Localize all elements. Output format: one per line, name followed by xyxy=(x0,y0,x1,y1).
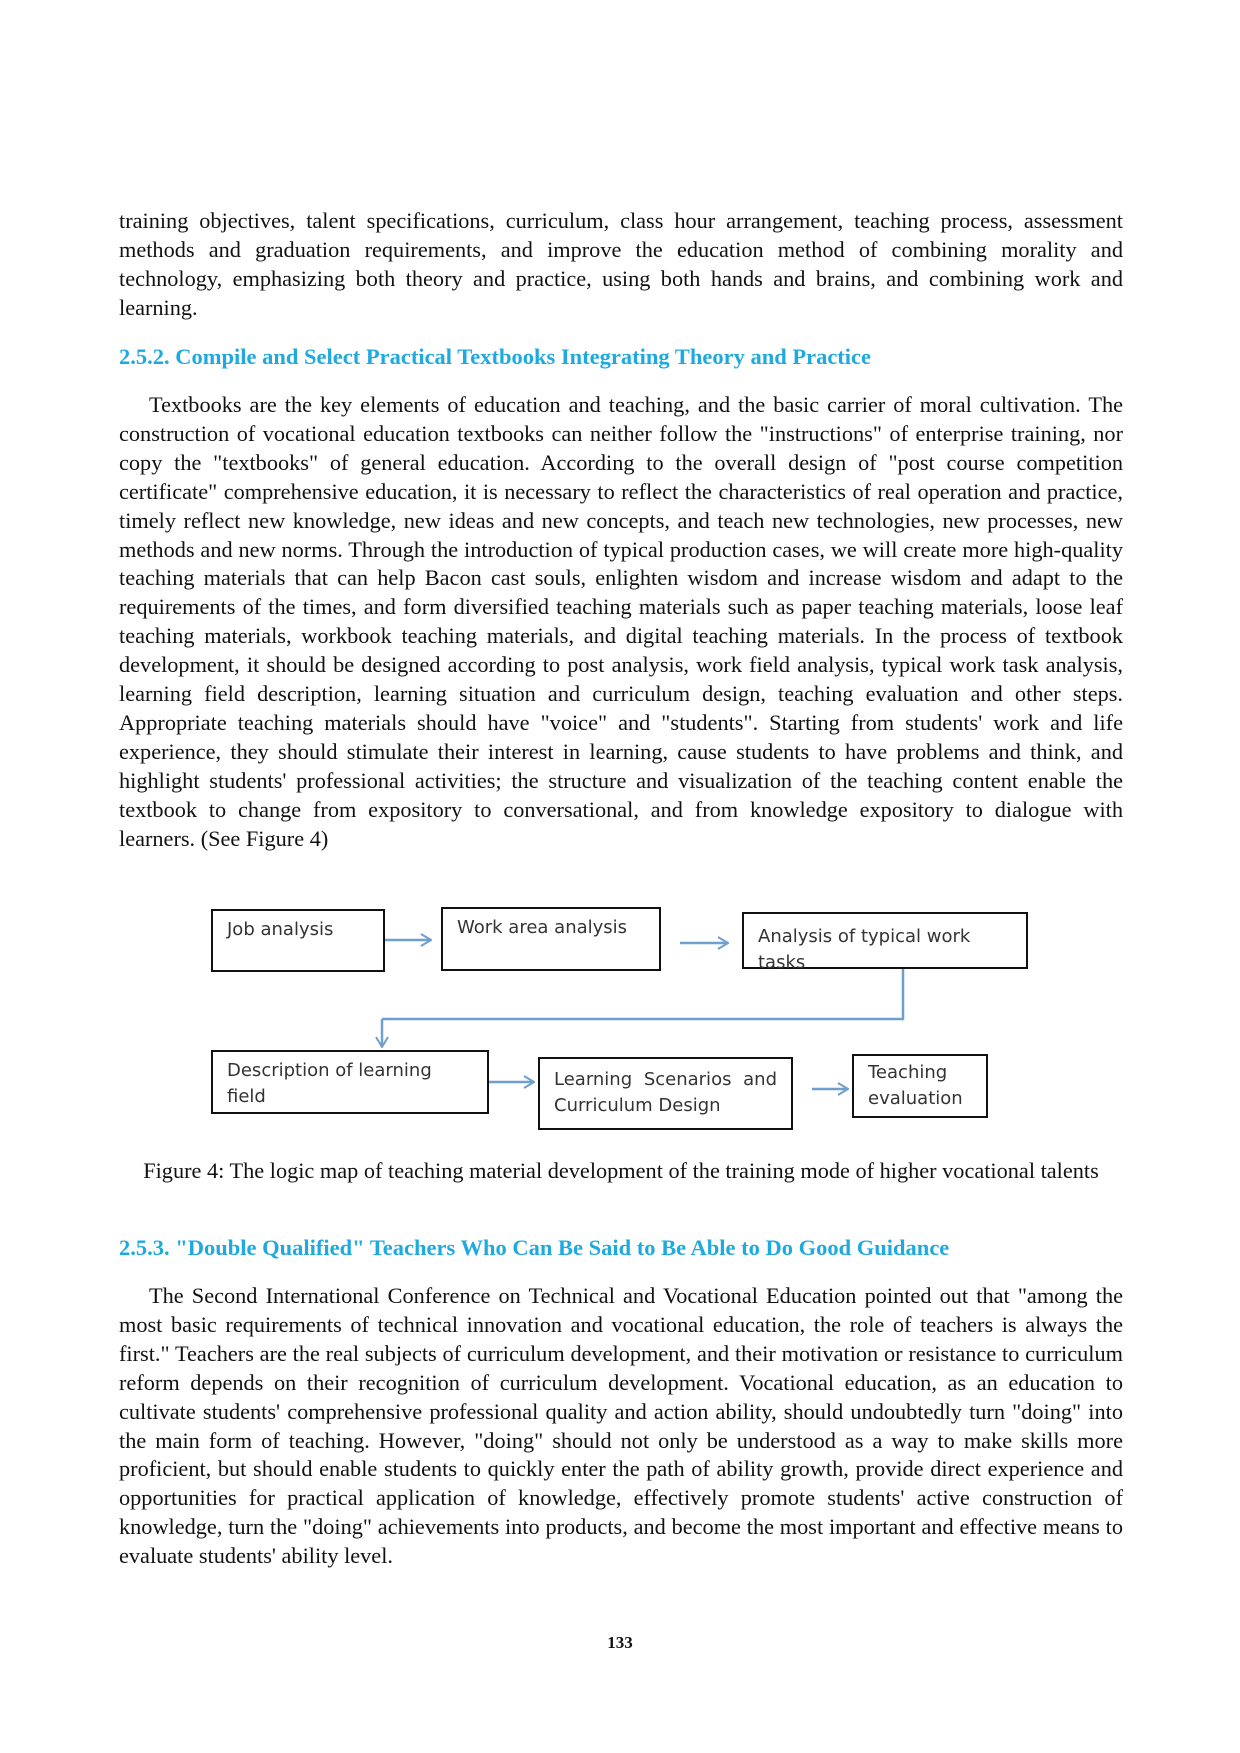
section-heading-2-5-3: 2.5.3. "Double Qualified" Teachers Who Can Be Said to Be Able to Do Good Guidance xyxy=(119,1235,950,1260)
paragraph-teachers: The Second International Conference on Technical and Vocational Education pointed out that "among the most basic requirements of technical innovation and vocational education, the role of teachers is always the first." Teachers are the real subjects of curriculum development, and their motivation or resistance to curriculum reform depends on their recognition of curriculum development. Vocational education, as an education to cultivate students' comprehensive professional quality and action ability, should undoubtedly turn "doing" into the main form of teaching. However, "doing" should not only be understood as a way to make skills more proficient, but should enable students to quickly enter the path of ability growth, provide direct experience and opportunities for practical application of knowledge, effectively promote students' active construction of knowledge, turn the "doing" achievements into products, and become the most important and effective means to evaluate students' ability level. xyxy=(119,1283,1123,1569)
section-heading-2-5-2: 2.5.2. Compile and Select Practical Textbooks Integrating Theory and Practice xyxy=(119,344,872,369)
figure-caption: Figure 4: The logic map of teaching material development of the training mode of higher vocational talents xyxy=(143,1158,1099,1183)
flow-box-job-analysis: Job analysis xyxy=(211,909,385,972)
paragraph-textbooks: Textbooks are the key elements of education and teaching, and the basic carrier of moral cultivation. The construction of vocational education textbooks can neither follow the "instructions" of enterprise training, nor copy the "textbooks" of general education. According to the overall design of "post course competition certificate" comprehensive education, it is necessary to reflect the characteristics of real operation and practice, timely reflect new knowledge, new ideas and new concepts, and teach new technologies, new processes, new methods and new norms. Through the introduction of typical production cases, we will create more high-quality teaching materials that can help Bacon cast souls, enlighten wisdom and increase wisdom and adapt to the requirements of the times, and form diversified teaching materials such as paper teaching materials, loose leaf teaching materials, workbook teaching materials, and digital teaching materials. In the process of textbook development, it should be designed according to post analysis, work field analysis, typical work task analysis, learning field description, learning situation and curriculum design, teaching evaluation and other steps. Appropriate teaching materials should have "voice" and "students". Starting from students' work and life experience, they should stimulate their interest in learning, cause students to have problems and think, and highlight students' professional activities; the structure and visualization of the teaching content enable the textbook to change from expository to conversational, and from knowledge expository to dialogue with learners. (See Figure 4) xyxy=(119,392,1123,851)
flow-box-learning-scenarios: Learning Scenarios and Curriculum Design xyxy=(538,1057,793,1130)
flow-box-teaching-evaluation: Teaching evaluation xyxy=(852,1054,988,1118)
flow-box-typical-work-tasks: Analysis of typical work tasks xyxy=(742,912,1028,969)
flow-box-work-area-analysis: Work area analysis xyxy=(441,907,661,971)
paragraph-continued: training objectives, talent specifications, curriculum, class hour arrangement, teaching process, assessment methods and graduation requirements, and improve the education method of combining morality and technology, emphasizing both theory and practice, using both hands and brains, and combining work and learning. xyxy=(119,208,1123,320)
page-number: 133 xyxy=(607,1633,633,1652)
flow-box-learning-field: Description of learning field xyxy=(211,1050,489,1114)
connector-typical-tasks-to-learning-field xyxy=(382,968,903,1019)
